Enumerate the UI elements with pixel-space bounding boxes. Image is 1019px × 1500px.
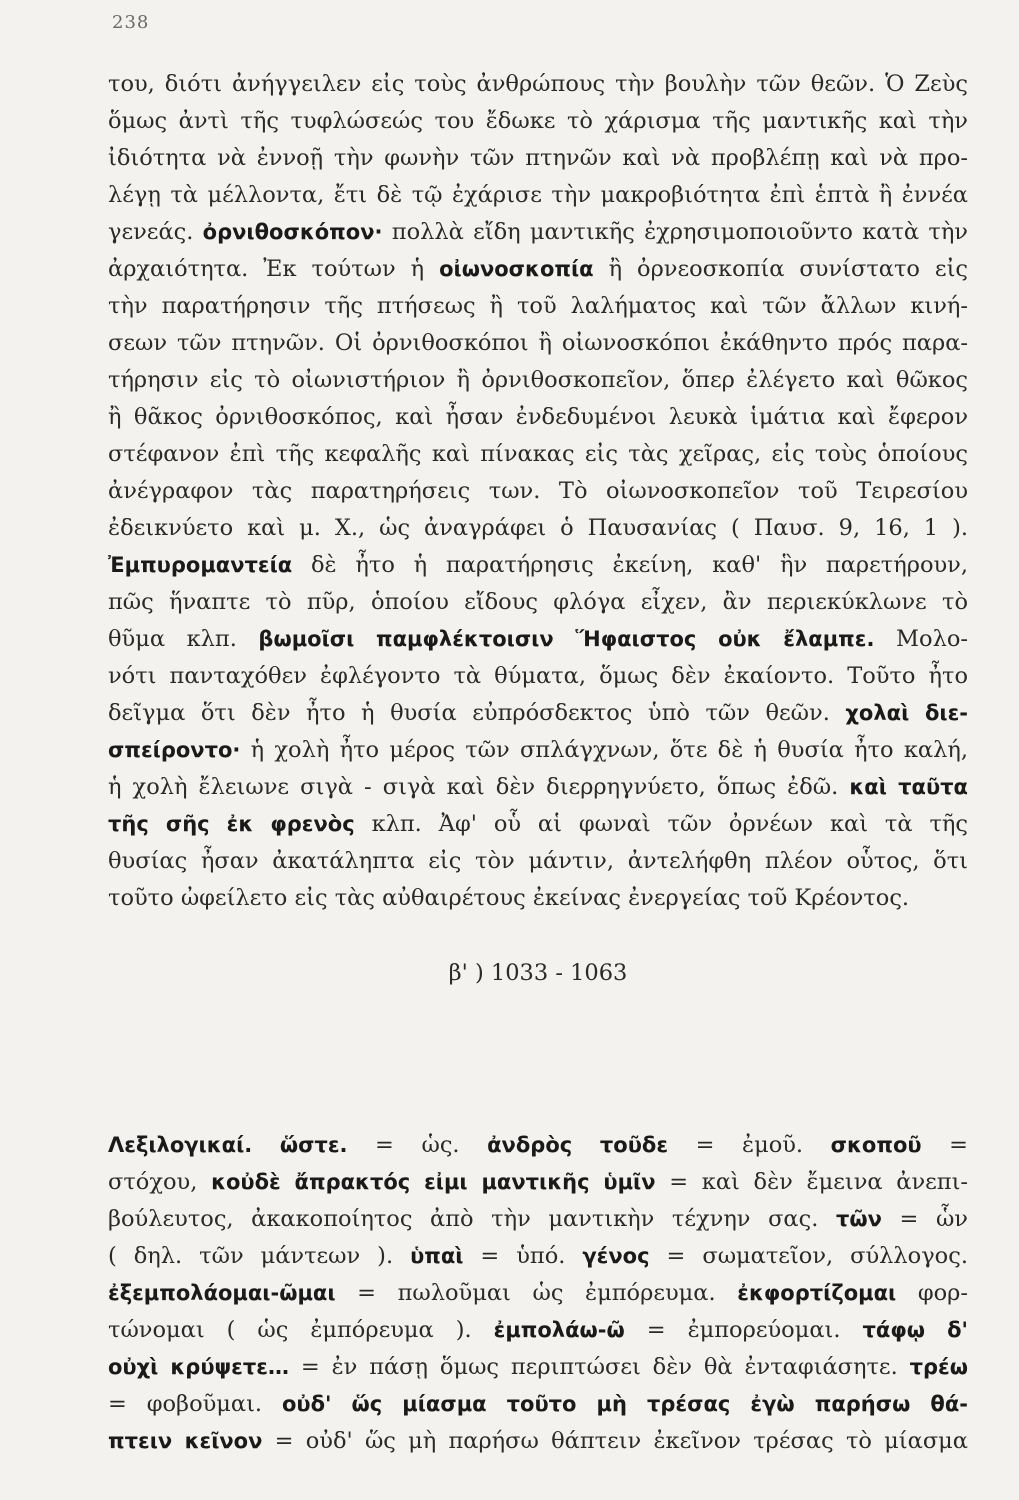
text-run: ἡ χολὴ ἔλειωνε σιγὰ - σιγὰ καὶ δὲν διερρηγνύετο, ὅπως ἐδῶ. [108, 774, 850, 800]
text-run: = οὐδ' ὥς μὴ παρήσω θάπτειν ἐκεῖνον τρέσας τὸ μίασμα [262, 1428, 968, 1454]
text-run: του, διότι ἀνήγγειλεν εἰς τοὺς ἀνθρώπους τὴν βουλὴν τῶν θεῶν. Ὁ Ζεὺς [108, 71, 968, 97]
bold-lemma: σκοποῦ [830, 1133, 922, 1157]
text-line [108, 288, 968, 325]
text-line [108, 325, 968, 362]
bold-lemma: ἐμπολάω-ῶ [493, 1318, 625, 1342]
text-line [108, 769, 968, 806]
text-line [108, 732, 968, 769]
bold-lemma: τῶν [835, 1207, 882, 1231]
text-line [108, 806, 968, 843]
text-run: δὲ ἦτο ἡ παρατήρησις ἐκείνη, καθ' ἣν παρετήρουν, [292, 552, 968, 578]
text-line [108, 1386, 968, 1423]
bold-lemma: τρέω [909, 1355, 969, 1379]
bold-lemma: ἀνδρὸς τοῦδε [487, 1133, 669, 1157]
text-run: θυσίας ἦσαν ἀκατάληπτα εἰς τὸν μάντιν, ἀντελήφθη πλέον οὗτος, ὅτι [108, 848, 968, 874]
text-run: Μολο- [874, 626, 968, 652]
text-line [108, 399, 968, 436]
text-line [108, 1127, 968, 1164]
text-run: = ἐν πάσῃ ὅμως περιπτώσει δὲν θὰ ἐνταφιάσητε. [288, 1354, 910, 1380]
text-line [108, 880, 968, 917]
text-line [108, 140, 968, 177]
text-run: γενεάς. [108, 219, 203, 245]
bold-lemma: καὶ ταῦτα [849, 775, 968, 799]
text-run: πολλὰ εἴδη μαντικῆς ἐχρησιμοποιοῦντο κατὰ τὴν [382, 219, 968, 245]
text-line [108, 695, 968, 732]
text-run: τήρησιν εἰς τὸ οἰωνιστήριον ἢ ὀρνιθοσκοπεῖον, ὅπερ ἐλέγετο καὶ θῶκος [108, 367, 968, 393]
text-line [108, 1312, 968, 1349]
bold-lemma: σπείροντο· [108, 738, 241, 762]
text-line [108, 103, 968, 140]
text-line [108, 621, 968, 658]
text-run: = φοβοῦμαι. [108, 1391, 282, 1417]
bold-lemma: οἰωνοσκοπία [439, 257, 594, 281]
text-run: = καὶ δὲν ἔμεινα ἀνεπι- [655, 1169, 969, 1195]
text-run [252, 1132, 280, 1158]
bold-lemma: Λεξιλογικαί. [108, 1133, 253, 1157]
text-line [108, 362, 968, 399]
text-line [108, 1238, 968, 1275]
bold-lemma: τάφῳ δ' [862, 1318, 968, 1342]
text-run: νότι πανταχόθεν ἐφλέγοντο τὰ θύματα, ὅμως δὲν ἐκαίοντο. Τοῦτο ἦτο [108, 663, 968, 689]
text-run: = ὡς. [347, 1132, 488, 1158]
bold-lemma: οὐδ' ὥς μίασμα τοῦτο μὴ τρέσας ἐγὼ παρήσω θά- [281, 1392, 968, 1416]
text-line [108, 843, 968, 880]
bold-lemma: κοὐδὲ ἄπρακτός εἰμι μαντικῆς ὑμῖν [211, 1170, 656, 1194]
text-run: σεων τῶν πτηνῶν. Οἱ ὀρνιθοσκόποι ἢ οἰωνοσκόποι ἐκάθηντο πρός παρα- [108, 330, 968, 356]
text-line [108, 177, 968, 214]
text-run: ( δηλ. τῶν μάντεων ). [108, 1243, 411, 1269]
text-run: θῦμα κλπ. [108, 626, 259, 652]
text-run: τοῦτο ὠφείλετο εἰς τὰς αὐθαιρέτους ἐκείνας ἐνεργείας τοῦ Κρέοντος. [108, 885, 910, 911]
text-run: τὴν παρατήρησιν τῆς πτήσεως ἢ τοῦ λαλήματος καὶ τῶν ἄλλων κινή- [108, 293, 968, 319]
text-run: = [921, 1132, 968, 1158]
section-heading-block [108, 955, 968, 992]
text-run: ἐδεικνύετο καὶ μ. Χ., ὡς ἀναγράφει ὁ Παυσανίας ( Παυσ. 9, 16, 1 ). [108, 515, 968, 541]
text-line [108, 1164, 968, 1201]
bold-lemma: τῆς σῆς ἐκ φρενὸς [108, 812, 355, 836]
text-run: = ὑπό. [463, 1243, 583, 1269]
text-line [108, 1275, 968, 1312]
bold-lemma: ὑπαὶ [410, 1244, 464, 1268]
text-run: = πωλοῦμαι ὡς ἐμπόρευμα. [335, 1280, 738, 1306]
bold-lemma: ὀρνιθοσκόπον· [202, 220, 383, 244]
text-run: ὅμως ἀντὶ τῆς τυφλώσεώς του ἔδωκε τὸ χάρισμα τῆς μαντικῆς καὶ τὴν [108, 108, 968, 134]
bold-lemma: ἐξεμπολάομαι-ῶμαι [108, 1281, 336, 1305]
bold-lemma: χολαὶ διε- [845, 701, 968, 725]
bold-lemma: οὐχὶ κρύψετε… [108, 1355, 289, 1379]
bold-lemma: πτειν κεῖνον [108, 1429, 263, 1453]
text-line [108, 473, 968, 510]
commentary-passage [108, 66, 968, 917]
text-line [108, 1201, 968, 1238]
text-run: = ἐμοῦ. [668, 1132, 831, 1158]
section-heading: β' ) 1033 - 1063 [448, 960, 628, 986]
text-run: δεῖγμα ὅτι δὲν ἦτο ἡ θυσία εὐπρόσδεκτος ὑπὸ τῶν θεῶν. [108, 700, 846, 726]
bold-lemma: ἐκφορτίζομαι [737, 1281, 897, 1305]
text-run: ἢ θᾶκος ὀρνιθοσκόπος, καὶ ἦσαν ἐνδεδυμένοι λευκὰ ἱμάτια καὶ ἔφερον [108, 404, 968, 430]
text-line [108, 510, 968, 547]
text-line [108, 658, 968, 695]
text-run: τώνομαι ( ὡς ἐμπόρευμα ). [108, 1317, 494, 1343]
text-line [108, 584, 968, 621]
text-line [108, 436, 968, 473]
text-line [108, 66, 968, 103]
page-number: 238 [112, 12, 150, 33]
glossary-passage [108, 1127, 968, 1460]
text-line [108, 251, 968, 288]
text-run: ἰδιότητα νὰ ἐννοῇ τὴν φωνὴν τῶν πτηνῶν καὶ νὰ προβλέπῃ καὶ νὰ προ- [108, 145, 968, 171]
text-line [108, 1349, 968, 1386]
text-run: κλπ. Ἀφ' οὗ αἱ φωναὶ τῶν ὀρνέων καὶ τὰ τῆς [354, 811, 968, 837]
bold-lemma: γένος [582, 1244, 650, 1268]
text-line [108, 214, 968, 251]
text-run: = σωματεῖον, σύλλογος. [649, 1243, 968, 1269]
text-run: ἀνέγραφον τὰς παρατηρήσεις των. Τὸ οἰωνοσκοπεῖον τοῦ Τειρεσίου [108, 478, 968, 504]
text-run: ἡ χολὴ ἦτο μέρος τῶν σπλάγχνων, ὅτε δὲ ἡ θυσία ἦτο καλή, [240, 737, 968, 763]
text-run: = ἐμπορεύομαι. [624, 1317, 863, 1343]
bold-lemma: Ἐμπυρομαντεία [108, 553, 293, 577]
text-line [108, 547, 968, 584]
text-run: φορ- [896, 1280, 968, 1306]
text-run: βούλευτος, ἀκακοποίητος ἀπὸ τὴν μαντικὴν τέχνην σας. [108, 1206, 836, 1232]
text-run: ἢ ὀρνεοσκοπία συνίστατο εἰς [593, 256, 969, 282]
text-line [108, 1423, 968, 1460]
bold-lemma: ὥστε. [279, 1133, 348, 1157]
bold-lemma: βωμοῖσι παμφλέκτοισιν Ἥφαιστος οὐκ ἔλαμπε. [258, 627, 875, 651]
text-run: στόχου, [108, 1169, 212, 1195]
text-run: στέφανον ἐπὶ τῆς κεφαλῆς καὶ πίνακας εἰς τὰς χεῖρας, εἰς τοὺς ὁποίους [108, 441, 968, 467]
text-run: = ὧν [881, 1206, 968, 1232]
text-run: πῶς ἥναπτε τὸ πῦρ, ὁποίου εἴδους φλόγα εἶχεν, ἂν περιεκύκλωνε τὸ [108, 589, 968, 615]
text-run: ἀρχαιότητα. Ἐκ τούτων ἡ [108, 256, 440, 282]
text-run: λέγῃ τὰ μέλλοντα, ἔτι δὲ τῷ ἐχάρισε τὴν μακροβιότητα ἐπὶ ἑπτὰ ἢ ἐννέα [108, 182, 968, 208]
